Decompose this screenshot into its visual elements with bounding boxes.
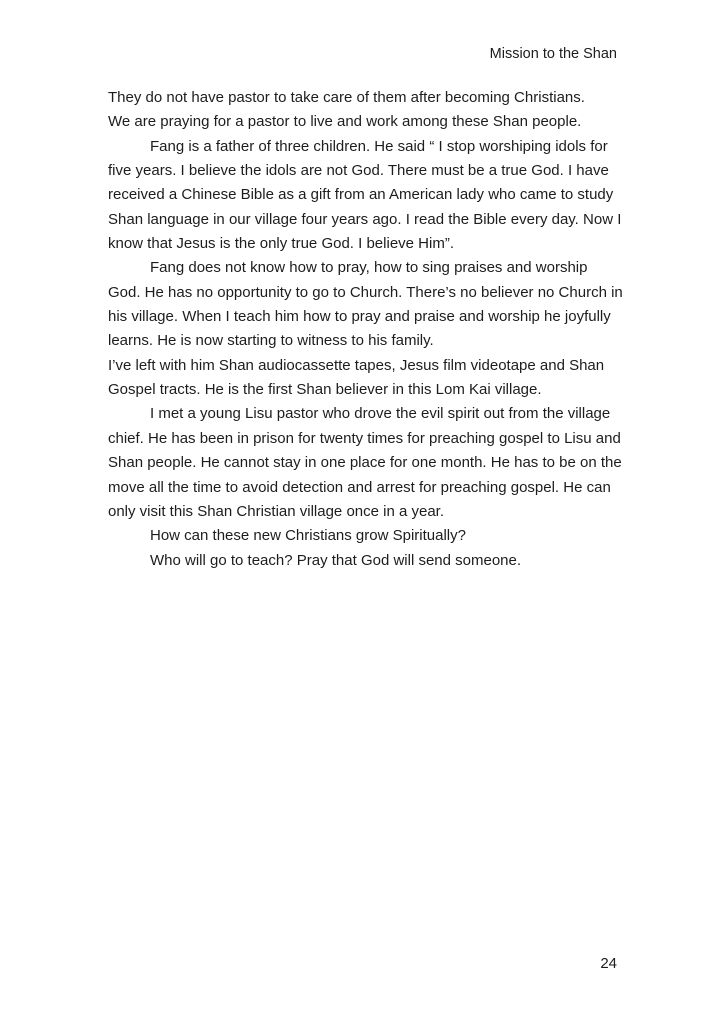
text-line: How can these new Christians grow Spiritually? bbox=[150, 527, 466, 545]
text-line: received a Chinese Bible as a gift from an American lady who came to study bbox=[108, 186, 614, 204]
text-line: Shan people. He cannot stay in one place for one month. He has to be on the bbox=[108, 454, 622, 472]
text-line: chief. He has been in prison for twenty times for preaching gospel to Lisu and bbox=[108, 429, 621, 447]
text-line: They do not have pastor to take care of them after becoming Christians. bbox=[108, 89, 585, 106]
text-line: I’ve left with him Shan audiocassette tapes, Jesus film videotape and Shan bbox=[108, 356, 605, 374]
text-line: We are praying for a pastor to live and work among these Shan people. bbox=[108, 113, 582, 131]
text-line: learns. He is now starting to witness to his family. bbox=[108, 332, 434, 350]
text-line: five years. I believe the idols are not God. There must be a true God. I have bbox=[108, 162, 609, 180]
text-line: God. He has no opportunity to go to Church. There’s no believer no Church in bbox=[108, 283, 623, 301]
text-line: his village. When I teach him how to pray and praise and worship he joyfully bbox=[108, 308, 611, 326]
text-line: Fang is a father of three children. He said “ I stop worshiping idols for bbox=[150, 137, 608, 155]
text-line: Gospel tracts. He is the first Shan believer in this Lom Kai village. bbox=[108, 381, 542, 399]
text-line: Fang does not know how to pray, how to sing praises and worship bbox=[150, 259, 588, 277]
text-line: Who will go to teach? Pray that God will send someone. bbox=[150, 551, 522, 569]
body-text bbox=[108, 86, 623, 573]
text-line: Shan language in our village four years ago. I read the Bible every day. Now I bbox=[108, 210, 622, 228]
text-line: only visit this Shan Christian village once in a year. bbox=[108, 502, 445, 520]
page-number: 24 bbox=[600, 955, 617, 972]
text-line: know that Jesus is the only true God. I believe Him”. bbox=[108, 235, 454, 253]
text-line: I met a young Lisu pastor who drove the evil spirit out from the village bbox=[150, 405, 611, 423]
running-header: Mission to the Shan bbox=[489, 46, 617, 62]
text-line: move all the time to avoid detection and arrest for preaching gospel. He can bbox=[108, 478, 611, 496]
